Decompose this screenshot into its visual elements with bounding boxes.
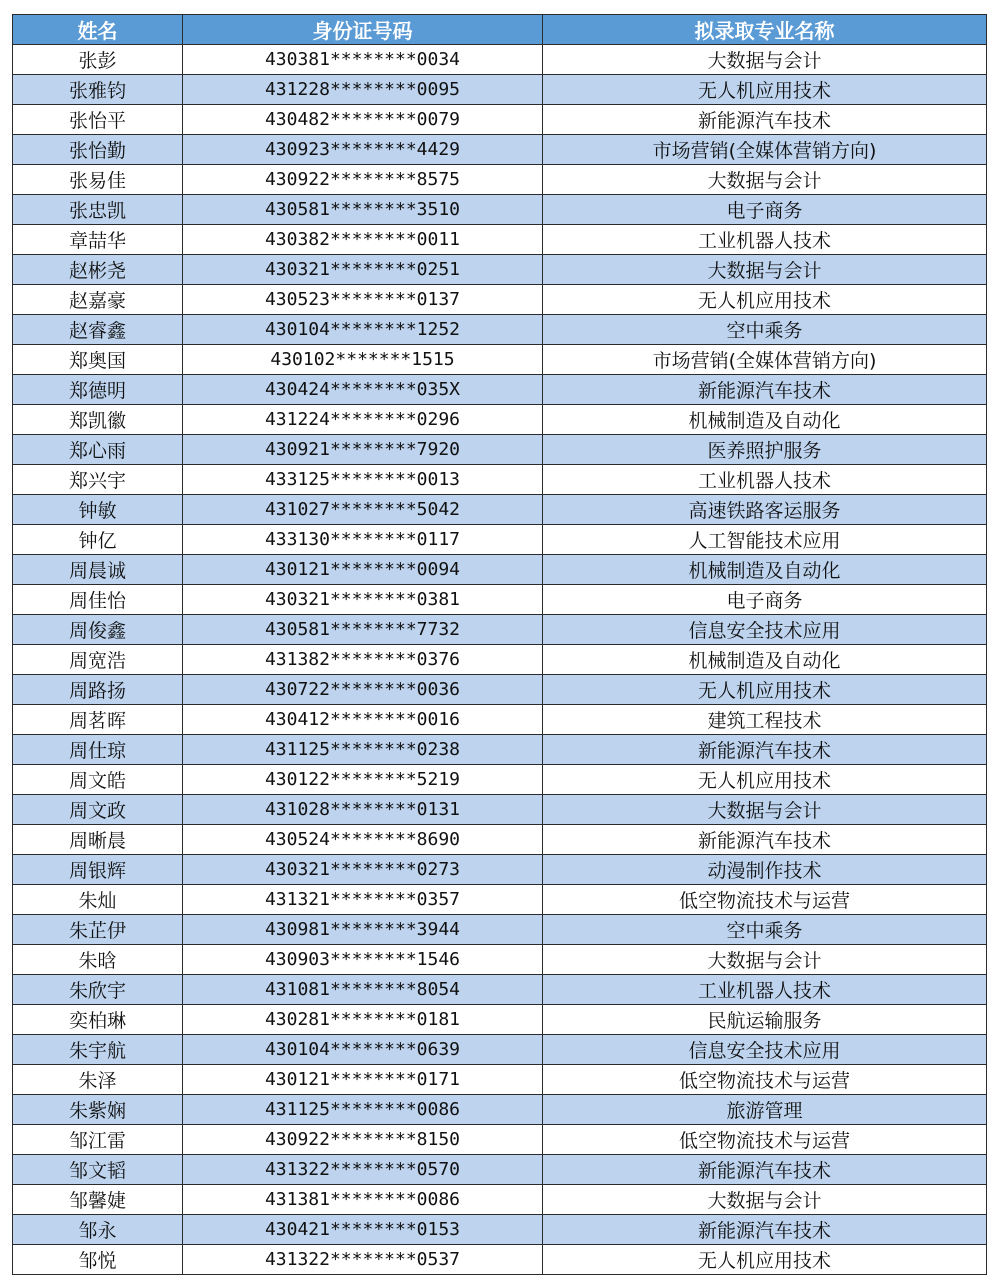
cell-name: 周佳怡 [13,585,183,615]
table-row [13,1125,987,1155]
cell-id: 430922********8575 [183,165,543,195]
table-row [13,195,987,225]
table-row [13,495,987,525]
cell-name: 奕柏琳 [13,1005,183,1035]
cell-id: 430321********0381 [183,585,543,615]
cell-name: 郑奥国 [13,345,183,375]
table-row [13,705,987,735]
cell-name: 张怡勤 [13,135,183,165]
cell-major: 信息安全技术应用 [543,1035,987,1065]
cell-name: 朱芷伊 [13,915,183,945]
cell-major: 电子商务 [543,195,987,225]
table-row [13,915,987,945]
cell-major: 工业机器人技术 [543,465,987,495]
cell-major: 新能源汽车技术 [543,1215,987,1245]
cell-id: 431381********0086 [183,1185,543,1215]
cell-name: 朱泽 [13,1065,183,1095]
cell-major: 机械制造及自动化 [543,555,987,585]
cell-name: 朱晗 [13,945,183,975]
cell-id: 431228********0095 [183,75,543,105]
cell-name: 邹永 [13,1215,183,1245]
cell-name: 赵睿鑫 [13,315,183,345]
cell-major: 大数据与会计 [543,255,987,285]
cell-name: 朱紫娴 [13,1095,183,1125]
admission-table [12,14,987,1275]
cell-id: 431027********5042 [183,495,543,525]
cell-major: 工业机器人技术 [543,225,987,255]
table-row [13,1155,987,1185]
table-row [13,765,987,795]
cell-major: 无人机应用技术 [543,765,987,795]
table-row [13,1065,987,1095]
cell-major: 大数据与会计 [543,165,987,195]
cell-name: 周路扬 [13,675,183,705]
table-row [13,285,987,315]
table-row [13,1245,987,1275]
cell-id: 430102*******1515 [183,345,543,375]
table-row [13,795,987,825]
cell-id: 431322********0537 [183,1245,543,1275]
cell-id: 430122********5219 [183,765,543,795]
cell-major: 大数据与会计 [543,945,987,975]
cell-major: 空中乘务 [543,915,987,945]
cell-name: 周仕琼 [13,735,183,765]
cell-name: 周宽浩 [13,645,183,675]
cell-id: 431322********0570 [183,1155,543,1185]
table-row [13,315,987,345]
cell-id: 430104********1252 [183,315,543,345]
header-major: 拟录取专业名称 [543,15,987,45]
cell-major: 市场营销(全媒体营销方向) [543,135,987,165]
cell-major: 新能源汽车技术 [543,735,987,765]
cell-major: 无人机应用技术 [543,1245,987,1275]
cell-major: 低空物流技术与运营 [543,1125,987,1155]
cell-name: 张易佳 [13,165,183,195]
cell-name: 邹江雷 [13,1125,183,1155]
cell-major: 空中乘务 [543,315,987,345]
cell-name: 周晰晨 [13,825,183,855]
cell-id: 430922********8150 [183,1125,543,1155]
cell-major: 无人机应用技术 [543,675,987,705]
cell-major: 工业机器人技术 [543,975,987,1005]
cell-id: 431224********0296 [183,405,543,435]
cell-id: 430381********0034 [183,45,543,75]
table-row [13,855,987,885]
table-row [13,165,987,195]
cell-name: 钟敏 [13,495,183,525]
header-id-number: 身份证号码 [183,15,543,45]
table-row [13,885,987,915]
cell-major: 无人机应用技术 [543,285,987,315]
cell-id: 430581********3510 [183,195,543,225]
cell-name: 邹馨婕 [13,1185,183,1215]
cell-name: 郑心雨 [13,435,183,465]
cell-id: 430981********3944 [183,915,543,945]
cell-major: 新能源汽车技术 [543,1155,987,1185]
cell-id: 430121********0094 [183,555,543,585]
table-row [13,1005,987,1035]
cell-major: 医养照护服务 [543,435,987,465]
table-row [13,135,987,165]
cell-major: 低空物流技术与运营 [543,1065,987,1095]
table-row [13,825,987,855]
table-row [13,405,987,435]
cell-id: 430321********0251 [183,255,543,285]
cell-major: 市场营销(全媒体营销方向) [543,345,987,375]
cell-name: 邹文韬 [13,1155,183,1185]
cell-name: 张怡平 [13,105,183,135]
table-row [13,525,987,555]
cell-major: 电子商务 [543,585,987,615]
table-row [13,1185,987,1215]
table-row [13,1095,987,1125]
cell-id: 431028********0131 [183,795,543,825]
table-row [13,75,987,105]
cell-id: 430104********0639 [183,1035,543,1065]
table-body [13,45,987,1275]
cell-name: 郑凯徽 [13,405,183,435]
table-row [13,465,987,495]
cell-id: 430421********0153 [183,1215,543,1245]
cell-id: 430524********8690 [183,825,543,855]
cell-name: 周俊鑫 [13,615,183,645]
table-row [13,585,987,615]
cell-name: 郑兴宇 [13,465,183,495]
table-row [13,675,987,705]
table-row [13,345,987,375]
cell-id: 430382********0011 [183,225,543,255]
cell-id: 430412********0016 [183,705,543,735]
cell-major: 大数据与会计 [543,795,987,825]
cell-name: 周银辉 [13,855,183,885]
table-row [13,435,987,465]
header-row [13,15,987,45]
cell-major: 新能源汽车技术 [543,375,987,405]
cell-major: 大数据与会计 [543,45,987,75]
cell-name: 赵彬尧 [13,255,183,285]
cell-major: 无人机应用技术 [543,75,987,105]
cell-id: 431081********8054 [183,975,543,1005]
cell-id: 430903********1546 [183,945,543,975]
cell-major: 大数据与会计 [543,1185,987,1215]
table-row [13,735,987,765]
cell-id: 430281********0181 [183,1005,543,1035]
cell-id: 431321********0357 [183,885,543,915]
cell-id: 430923********4429 [183,135,543,165]
table-row [13,1215,987,1245]
table-row [13,45,987,75]
cell-major: 新能源汽车技术 [543,105,987,135]
cell-name: 朱灿 [13,885,183,915]
table-row [13,615,987,645]
cell-id: 430321********0273 [183,855,543,885]
table-row [13,105,987,135]
cell-id: 431125********0238 [183,735,543,765]
cell-name: 郑德明 [13,375,183,405]
cell-id: 430482********0079 [183,105,543,135]
table-row [13,975,987,1005]
table-row [13,945,987,975]
table-row [13,225,987,255]
cell-name: 邹悦 [13,1245,183,1275]
cell-name: 周文政 [13,795,183,825]
table-row [13,375,987,405]
cell-major: 高速铁路客运服务 [543,495,987,525]
cell-major: 民航运输服务 [543,1005,987,1035]
cell-major: 机械制造及自动化 [543,645,987,675]
table-row [13,555,987,585]
cell-id: 431125********0086 [183,1095,543,1125]
cell-major: 新能源汽车技术 [543,825,987,855]
cell-name: 钟亿 [13,525,183,555]
cell-id: 433130********0117 [183,525,543,555]
cell-id: 430921********7920 [183,435,543,465]
cell-id: 433125********0013 [183,465,543,495]
cell-major: 旅游管理 [543,1095,987,1125]
table-header [13,15,987,45]
table-row [13,645,987,675]
header-name: 姓名 [13,15,183,45]
cell-id: 430121********0171 [183,1065,543,1095]
cell-id: 430581********7732 [183,615,543,645]
cell-id: 430722********0036 [183,675,543,705]
cell-id: 431382********0376 [183,645,543,675]
table-row [13,1035,987,1065]
cell-major: 信息安全技术应用 [543,615,987,645]
cell-name: 周晨诚 [13,555,183,585]
cell-id: 430424********035X [183,375,543,405]
cell-name: 章喆华 [13,225,183,255]
cell-name: 张彭 [13,45,183,75]
cell-name: 张雅钧 [13,75,183,105]
cell-major: 建筑工程技术 [543,705,987,735]
cell-name: 张忠凯 [13,195,183,225]
cell-id: 430523********0137 [183,285,543,315]
cell-major: 机械制造及自动化 [543,405,987,435]
cell-name: 朱欣宇 [13,975,183,1005]
cell-major: 人工智能技术应用 [543,525,987,555]
cell-name: 赵嘉豪 [13,285,183,315]
cell-name: 朱宇航 [13,1035,183,1065]
cell-name: 周文皓 [13,765,183,795]
cell-major: 动漫制作技术 [543,855,987,885]
cell-name: 周茗晖 [13,705,183,735]
cell-major: 低空物流技术与运营 [543,885,987,915]
table-row [13,255,987,285]
